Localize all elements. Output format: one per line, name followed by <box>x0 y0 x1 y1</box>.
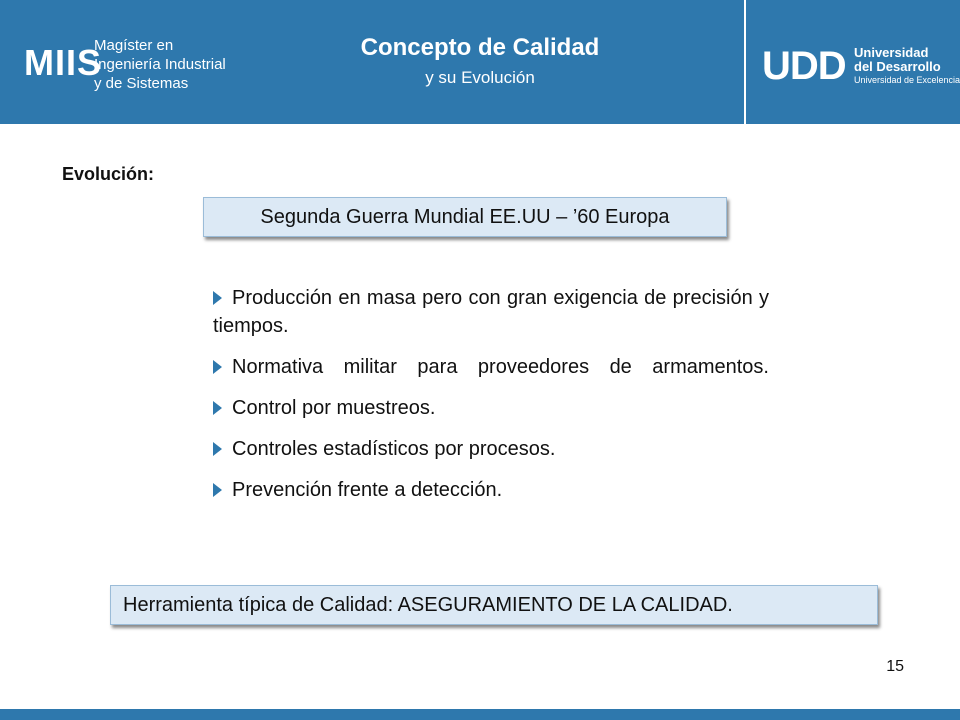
bullet-text: Prevención frente a detección. <box>232 479 503 501</box>
tool-box <box>110 585 878 625</box>
triangle-right-icon <box>213 442 222 456</box>
triangle-right-icon <box>213 483 222 497</box>
section-label: Evolución: <box>62 164 155 184</box>
miis-logo-mark: MIIS <box>24 42 103 83</box>
university-logo-mark: UDD <box>762 44 846 88</box>
tool-text: Herramienta típica de Calidad: ASEGURAMIENTO DE LA CALIDAD. <box>123 593 733 616</box>
university-name-line: Universidad <box>854 45 929 60</box>
bullet-text: Normativa militar para proveedores de armamentos. <box>232 356 769 378</box>
triangle-right-icon <box>213 360 222 374</box>
bullet-item <box>213 394 769 422</box>
bullet-text: Controles estadísticos por procesos. <box>232 438 556 460</box>
slide-subtitle: y su Evolución <box>425 68 535 87</box>
miis-logo-line: y de Sistemas <box>94 75 189 92</box>
university-name-line: del Desarrollo <box>854 59 941 74</box>
bullet-text: Control por muestreos. <box>232 397 436 419</box>
footer-bar <box>0 709 960 720</box>
bullet-list <box>213 284 769 517</box>
university-tagline: Universidad de Excelencia <box>854 75 960 85</box>
bullet-item <box>213 284 769 340</box>
bullet-item <box>213 476 769 504</box>
header-banner <box>0 0 960 124</box>
bullet-item <box>213 353 769 381</box>
page-number: 15 <box>886 658 904 675</box>
period-text: Segunda Guerra Mundial EE.UU – ’60 Europa <box>260 205 670 228</box>
miis-logo-line: Ingeniería Industrial <box>94 56 226 73</box>
bullet-item <box>213 435 769 463</box>
university-logo-text <box>854 46 960 86</box>
header-divider <box>744 0 746 124</box>
miis-logo-line: Magíster en <box>94 37 174 54</box>
slide-title: Concepto de Calidad <box>360 34 600 61</box>
bullet-text: Producción en masa pero con gran exigencia de precisión y tiempos. <box>213 287 769 337</box>
period-box <box>203 197 727 237</box>
triangle-right-icon <box>213 401 222 415</box>
triangle-right-icon <box>213 291 222 305</box>
miis-logo-text <box>94 36 294 93</box>
